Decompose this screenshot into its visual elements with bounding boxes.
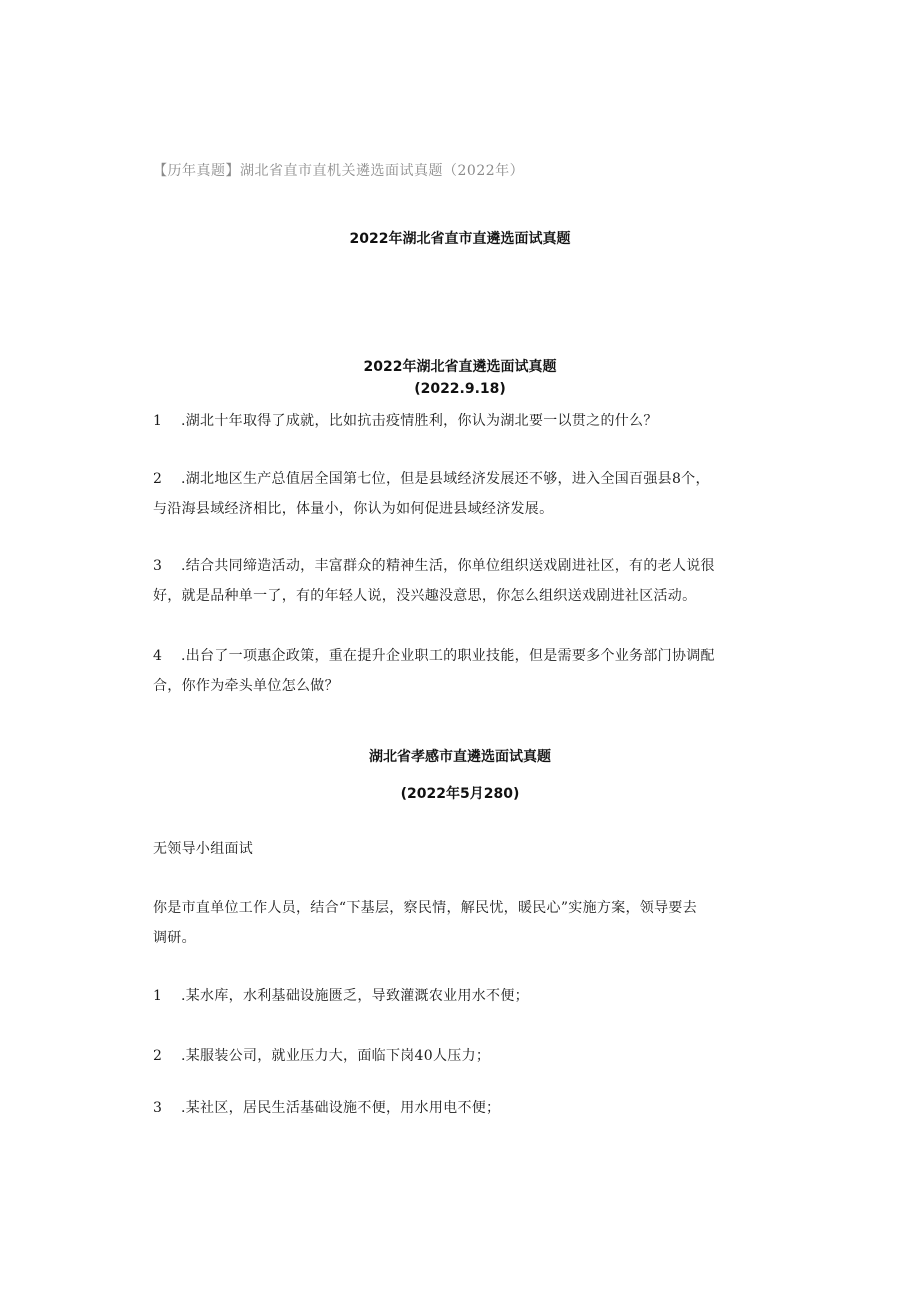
question-number: 2 — [153, 471, 163, 487]
question-number: 3 — [153, 558, 163, 574]
section1-title: 2022年湖北省直遴选面试真题 — [363, 359, 557, 375]
section2-title: 湖北省孝感市直遴选面试真题 — [369, 749, 551, 765]
section2-date: (2022年5月280) — [400, 786, 520, 802]
question-number: 1 — [153, 413, 163, 429]
main-title: 2022年湖北省直市直遴选面试真题 — [349, 231, 571, 247]
question-text: .结合共同缔造活动，丰富群众的精神生活，你单位组织送戏剧进社区，有的老人说很 — [181, 558, 715, 574]
question-number: 4 — [153, 648, 163, 664]
question-3 — [153, 551, 765, 611]
section1-date: (2022.9.18) — [414, 381, 506, 397]
format-text: 无领导小组面试 — [153, 841, 254, 857]
intro-text-cont: 调研。 — [153, 930, 196, 946]
item-number: 1 — [153, 988, 163, 1004]
section2-intro — [153, 893, 765, 953]
question-1 — [153, 406, 765, 436]
question-2 — [153, 464, 765, 524]
question-text: .湖北十年取得了成就，比如抗击疫情胜利，你认为湖北要一以贯之的什么？ — [181, 413, 658, 429]
question-text-cont: 与沿海县域经济相比，体量小，你认为如何促进县域经济发展。 — [153, 501, 554, 517]
list-item — [153, 1093, 765, 1123]
question-text-cont: 好，就是品种单一了，有的年轻人说，没兴趣没意思，你怎么组织送戏剧进社区活动。 — [153, 588, 697, 604]
item-text: .某社区，居民生活基础设施不便，用水用电不便； — [181, 1100, 501, 1116]
item-number: 3 — [153, 1100, 163, 1116]
item-text: .某水库，水利基础设施匮乏，导致灌溉农业用水不便； — [181, 988, 529, 1004]
item-number: 2 — [153, 1048, 163, 1064]
item-text: .某服装公司，就业压力大，面临下岗40人压力； — [181, 1048, 491, 1064]
question-4 — [153, 641, 765, 701]
question-text: .出台了一项惠企政策，重在提升企业职工的职业技能，但是需要多个业务部门协调配 — [181, 648, 715, 664]
intro-text: 你是市直单位工作人员，结合“下基层，察民情，解民忧，暖民心”实施方案，领导要去 — [153, 900, 698, 916]
list-item — [153, 1041, 765, 1071]
question-text-cont: 合，你作为牵头单位怎么做？ — [153, 678, 339, 694]
document-banner: 【历年真题】湖北省直市直机关遴选面试真题（2022年） — [153, 163, 525, 179]
section2-format — [153, 834, 765, 864]
question-text: .湖北地区生产总值居全国第七位，但是县域经济发展还不够，进入全国百强县8个， — [181, 471, 710, 487]
list-item — [153, 981, 765, 1011]
